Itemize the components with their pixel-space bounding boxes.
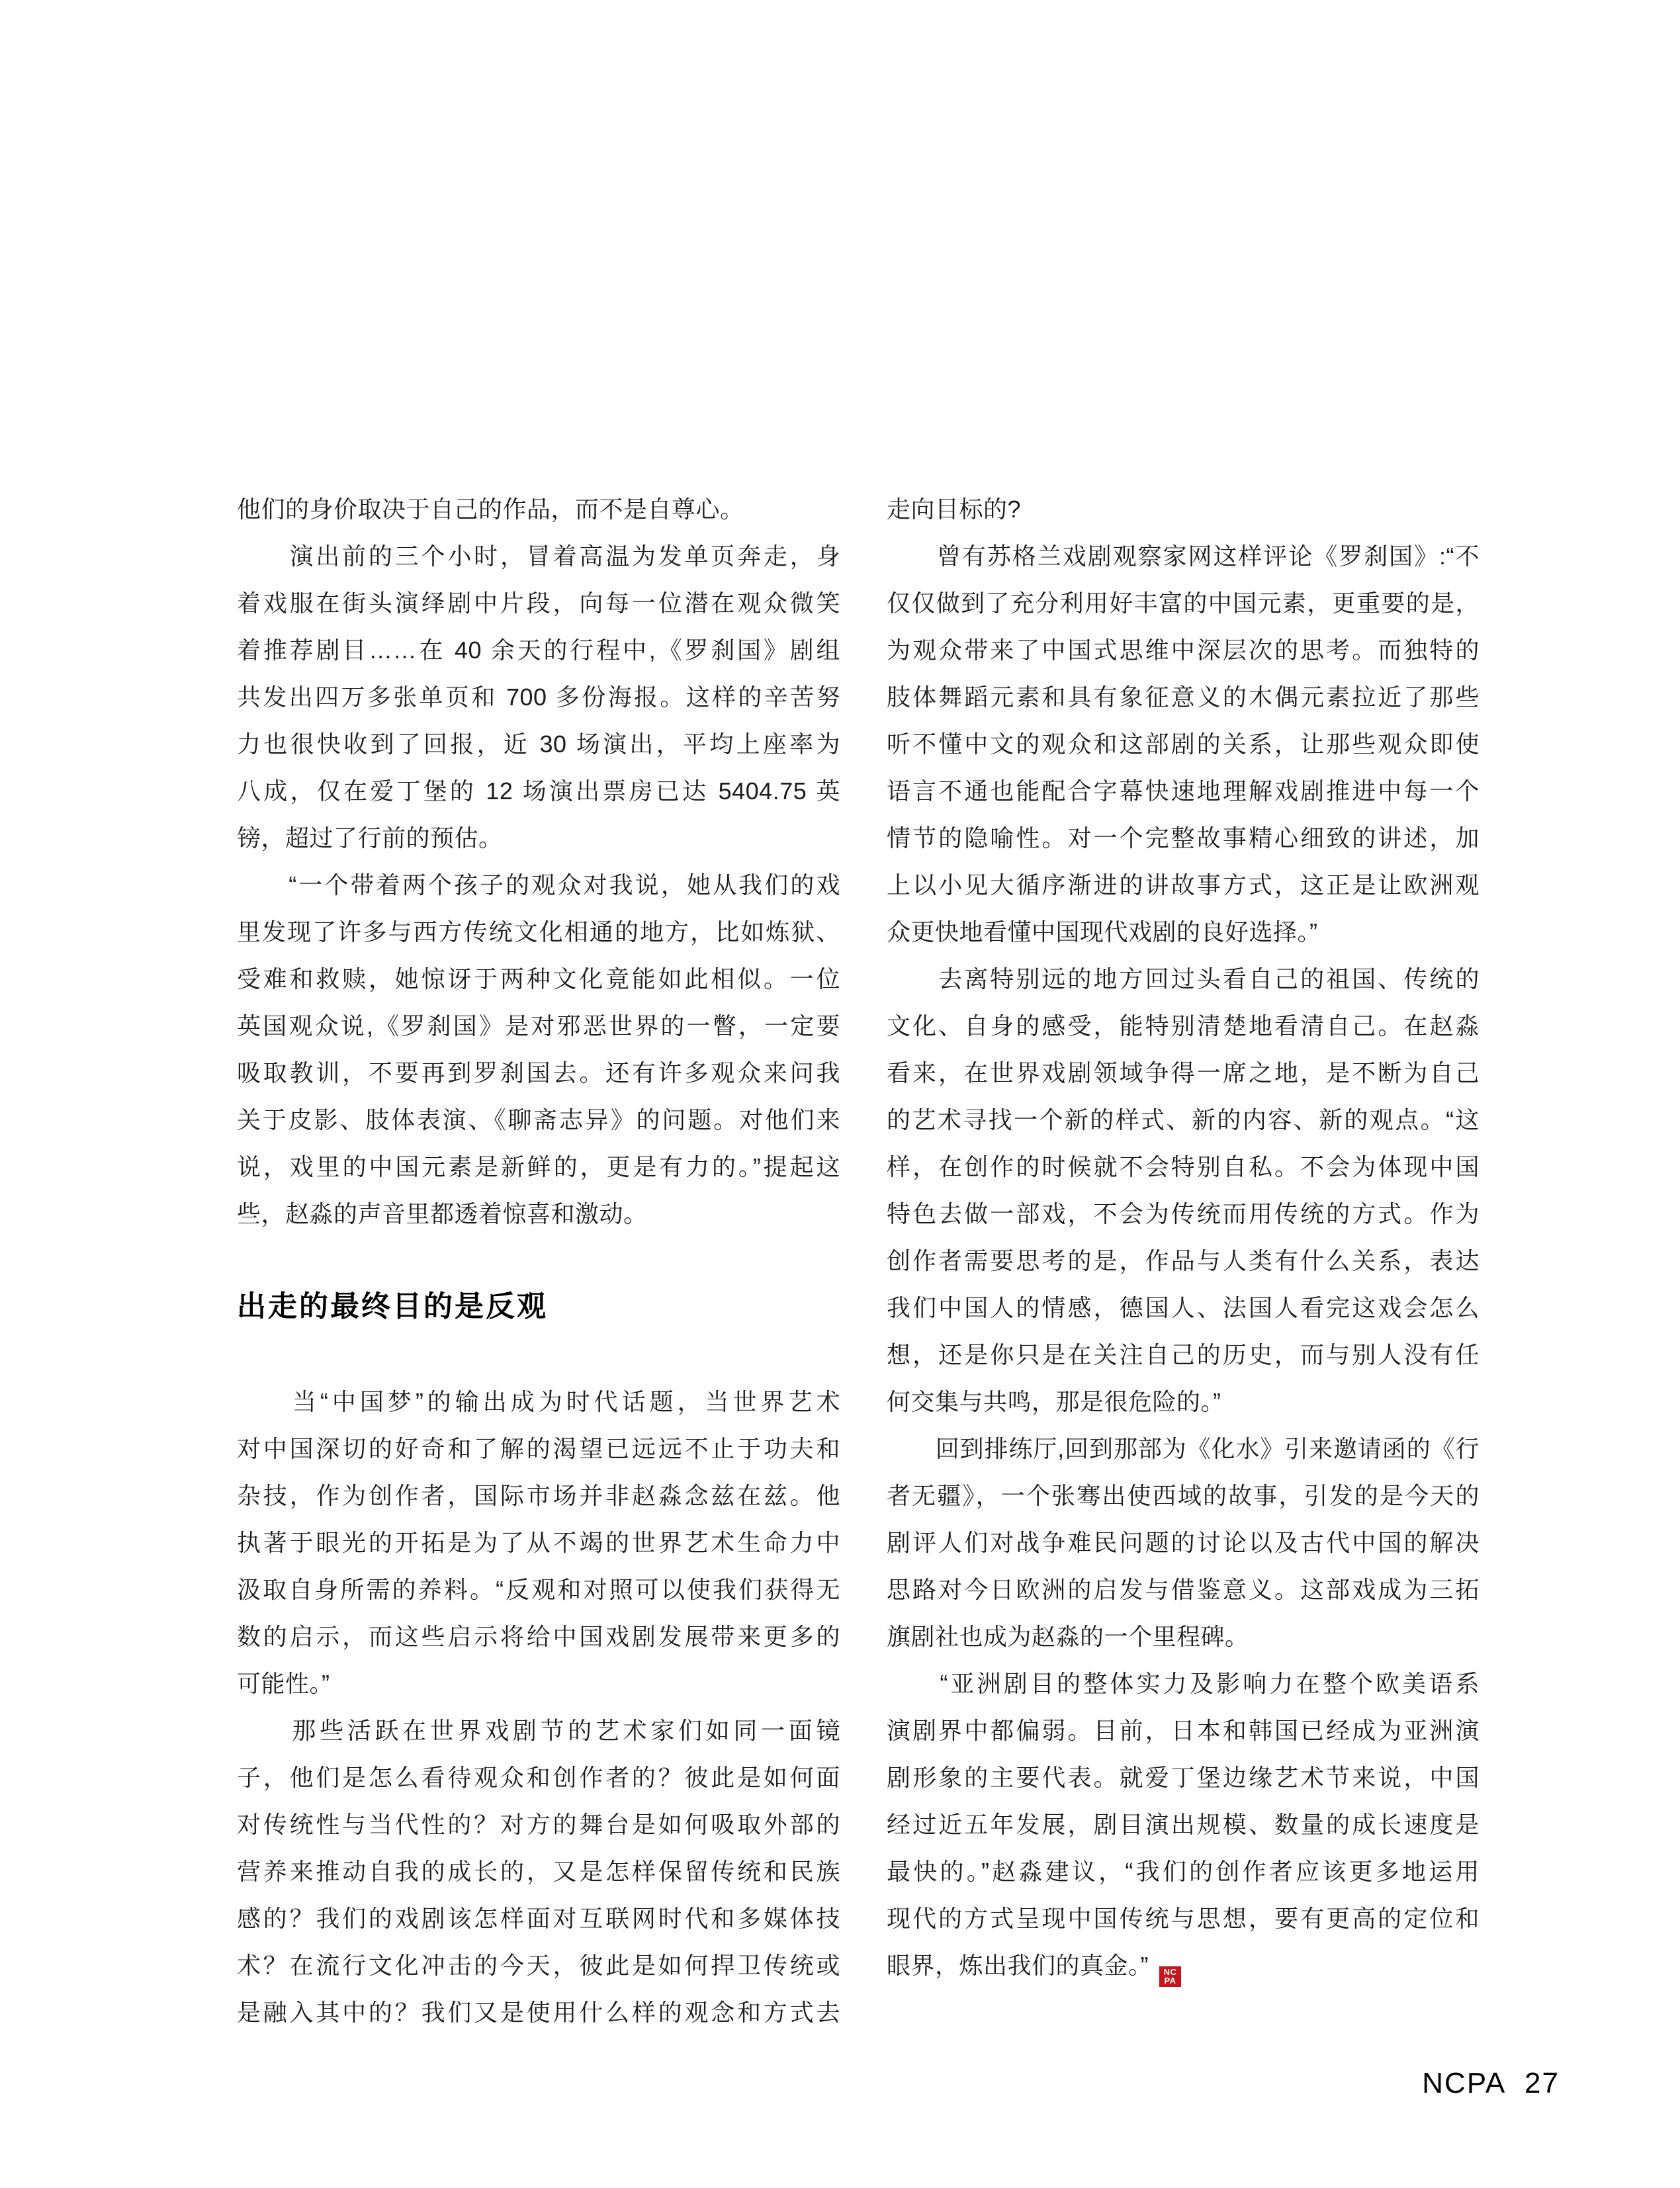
text-line: 术？在流行文化冲击的今天，彼此是如何捍卫传统或 — [237, 1952, 840, 1979]
text-line: 情节的隐喻性。对一个完整故事精心细致的讲述，加 — [887, 824, 1480, 852]
text-line: 杂技，作为创作者，国际市场并非赵淼念兹在兹。他 — [237, 1482, 840, 1509]
text-line: 众更快地看懂中国现代戏剧的良好选择。” — [887, 918, 1318, 945]
text-line: 执著于眼光的开拓是为了从不竭的世界艺术生命力中 — [237, 1529, 840, 1556]
right-column-lines — [887, 486, 1480, 1989]
text-line: 创作者需要思考的是，作品与人类有什么关系，表达 — [887, 1247, 1480, 1274]
text-line: 演出前的三个小时，冒着高温为发单页奔走，身 — [237, 543, 840, 570]
text-line: 仅仅做到了充分利用好丰富的中国元素，更重要的是， — [887, 590, 1480, 617]
text-line: 曾有苏格兰戏剧观察家网这样评论《罗刹国》:“不 — [887, 543, 1480, 570]
text-line: 看来，在世界戏剧领域争得一席之地，是不断为自己 — [887, 1059, 1480, 1086]
text-line: 演剧界中都偏弱。目前，日本和韩国已经成为亚洲演 — [887, 1717, 1480, 1744]
text-line: 镑，超过了行前的预估。 — [237, 824, 503, 852]
page-number: NCPA 27 — [1422, 2067, 1560, 2099]
text-line: 感的？我们的戏剧该怎样面对互联网时代和多媒体技 — [237, 1905, 840, 1932]
text-line: 经过近五年发展，剧目演出规模、数量的成长速度是 — [887, 1811, 1480, 1838]
text-line: 剧形象的主要代表。就爱丁堡边缘艺术节来说，中国 — [887, 1764, 1480, 1791]
text-line: 走向目标的? — [887, 496, 1022, 523]
text-line: 对传统性与当代性的？对方的舞台是如何吸取外部的 — [237, 1811, 840, 1838]
text-line: 肢体舞蹈元素和具有象征意义的木偶元素拉近了那些 — [887, 683, 1480, 711]
text-line: 思路对今日欧洲的启发与借鉴意义。这部戏成为三拓 — [887, 1576, 1480, 1603]
text-line: 特色去做一部戏，不会为传统而用传统的方式。作为 — [887, 1200, 1480, 1227]
left-column-top-lines — [237, 486, 840, 1237]
left-column — [237, 486, 840, 2036]
section-heading: 出走的最终目的是反观 — [237, 1290, 548, 1323]
text-line: 里发现了许多与西方传统文化相通的地方，比如炼狱、 — [237, 918, 840, 945]
text-line: 眼界，炼出我们的真金。” NC PA — [887, 1942, 1480, 1989]
text-line: 关于皮影、肢体表演、《聊斋志异》的问题。对他们来 — [237, 1106, 840, 1133]
text-line: 汲取自身所需的养料。“反观和对照可以使我们获得无 — [237, 1576, 840, 1603]
text-line: 八成，仅在爱丁堡的 12 场演出票房已达 5404.75 英 — [237, 777, 840, 805]
text-line: 文化、自身的感受，能特别清楚地看清自己。在赵淼 — [887, 1012, 1480, 1039]
text-line: 英国观众说,《罗刹国》是对邪恶世界的一瞥，一定要 — [237, 1012, 840, 1039]
text-line: 何交集与共鸣，那是很危险的。” — [887, 1388, 1221, 1415]
text-line: 对中国深切的好奇和了解的渴望已远远不止于功夫和 — [237, 1435, 840, 1462]
text-line: 受难和救赎，她惊讶于两种文化竟能如此相似。一位 — [237, 965, 840, 992]
text-line: 当“中国梦”的输出成为时代话题，当世界艺术 — [237, 1388, 840, 1415]
text-line: 听不懂中文的观众和这部剧的关系，让那些观众即使 — [887, 730, 1480, 758]
text-line: 力也很快收到了回报，近 30 场演出，平均上座率为 — [237, 730, 840, 758]
text-line: 上以小见大循序渐进的讲故事方式，这正是让欧洲观 — [887, 871, 1480, 898]
text-line: 说，戏里的中国元素是新鲜的，更是有力的。”提起这 — [237, 1153, 840, 1180]
text-line: 子，他们是怎么看待观众和创作者的？彼此是如何面 — [237, 1764, 840, 1791]
text-line: 为观众带来了中国式思维中深层次的思考。而独特的 — [887, 636, 1480, 664]
text-line: “亚洲剧目的整体实力及影响力在整个欧美语系 — [887, 1670, 1480, 1697]
text-line: 数的启示，而这些启示将给中国戏剧发展带来更多的 — [237, 1623, 840, 1650]
ncpa-seal-icon: NC PA — [1159, 1966, 1181, 1987]
text-line: 者无疆》，一个张骞出使西域的故事，引发的是今天的 — [887, 1482, 1480, 1509]
text-line: 现代的方式呈现中国传统与思想，要有更高的定位和 — [887, 1905, 1480, 1932]
text-line: 着戏服在街头演绎剧中片段，向每一位潜在观众微笑 — [237, 590, 840, 617]
text-line: 吸取教训，不要再到罗刹国去。还有许多观众来问我 — [237, 1059, 840, 1086]
text-line: 共发出四万多张单页和 700 多份海报。这样的辛苦努 — [237, 683, 840, 711]
text-line: 我们中国人的情感，德国人、法国人看完这戏会怎么 — [887, 1294, 1480, 1321]
text-line: 那些活跃在世界戏剧节的艺术家们如同一面镜 — [237, 1717, 840, 1744]
text-line: 样，在创作的时候就不会特别自私。不会为体现中国 — [887, 1153, 1480, 1180]
text-line: “一个带着两个孩子的观众对我说，她从我们的戏 — [237, 871, 840, 898]
text-line: 营养来推动自我的成长的，又是怎样保留传统和民族 — [237, 1858, 840, 1885]
right-column — [887, 486, 1480, 1989]
text-line: 些，赵淼的声音里都透着惊喜和激动。 — [237, 1200, 648, 1227]
text-line: 的艺术寻找一个新的样式、新的内容、新的观点。“这 — [887, 1106, 1480, 1133]
text-line: 语言不通也能配合字幕快速地理解戏剧推进中每一个 — [887, 777, 1480, 805]
text-line: 可能性。” — [237, 1670, 330, 1697]
text-line: 是融入其中的？我们又是使用什么样的观念和方式去 — [237, 1999, 840, 2026]
text-line: 旗剧社也成为赵淼的一个里程碑。 — [887, 1623, 1249, 1650]
text-line: 去离特别远的地方回过头看自己的祖国、传统的 — [887, 965, 1480, 992]
text-line: 他们的身价取决于自己的作品，而不是自尊心。 — [237, 496, 744, 523]
text-line: 着推荐剧目……在 40 余天的行程中,《罗刹国》剧组 — [237, 636, 840, 664]
text-line: 剧评人们对战争难民问题的讨论以及古代中国的解决 — [887, 1529, 1480, 1556]
text-line: 回到排练厅,回到那部为《化水》引来邀请函的《行 — [887, 1435, 1480, 1462]
text-line: 想，还是你只是在关注自己的历史，而与别人没有任 — [887, 1341, 1480, 1368]
text-line: 最快的。”赵淼建议，“我们的创作者应该更多地运用 — [887, 1858, 1480, 1885]
left-column-bottom-lines — [237, 1378, 840, 2036]
